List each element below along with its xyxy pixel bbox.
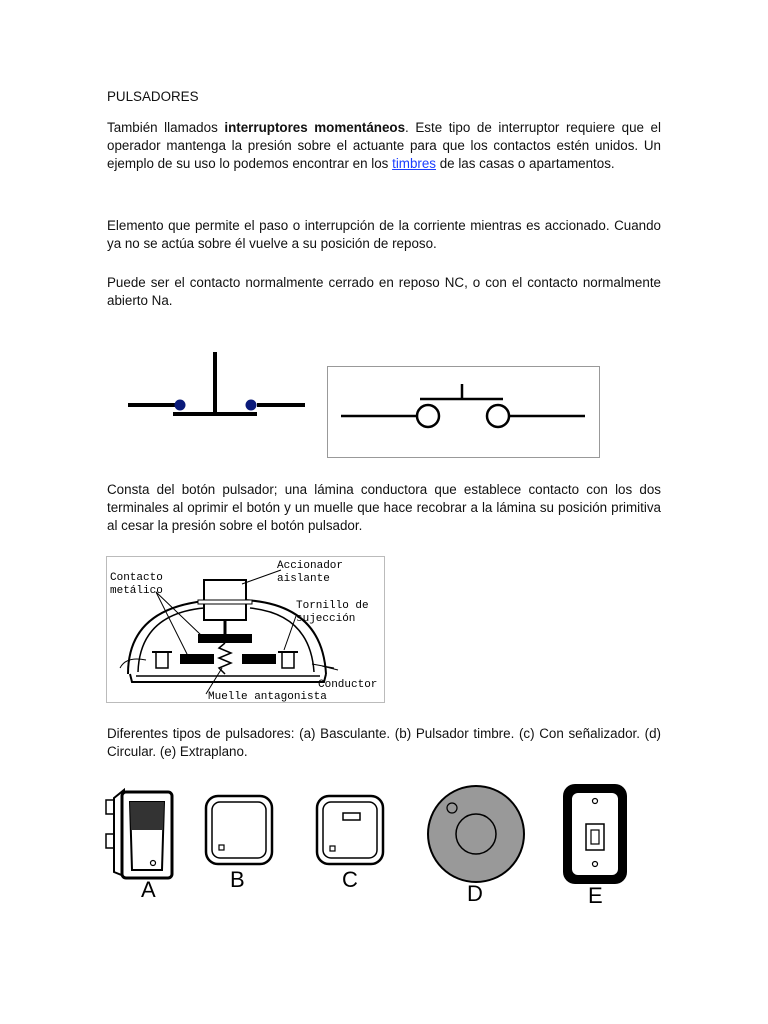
type-b-letter: B [230,867,245,892]
pushbutton-circle-symbol-figure [327,366,601,459]
left-metal-contact [180,654,214,664]
left-screw [156,652,168,668]
type-c-letter: C [342,867,358,892]
figure-frame [328,367,600,458]
left-terminal-circle [417,405,439,427]
circular-button [456,814,496,854]
label-contacto-1: Contacto [110,572,163,584]
pushbutton-types-figure [100,780,640,910]
conducting-sheet [198,634,252,643]
type-a-rocker-switch [106,790,172,878]
left-contact-dot [175,400,186,411]
type-a-letter: A [141,877,156,902]
right-metal-contact [242,654,276,664]
actuator-flange [198,600,252,604]
intro-bold-term: interruptores momentáneos [224,120,406,135]
flat-button [591,830,599,844]
type-e-letter: E [588,883,603,908]
consta-paragraph: Consta del botón pulsador; una lámina conductora que establece contacto con los dos terminales al oprimir el botón y un muelle que hace recobrar a la lámina su posición primitiva al cesar la presión sobre el botón pulsador. [107,482,661,533]
label-tornillo-2: sujección [296,613,356,625]
intro-paragraph [107,119,661,173]
intro-text-end: de las casas o apartamentos. [436,156,615,171]
page-title: PULSADORES [107,89,199,104]
rocker-tab-bottom [106,834,114,848]
intro-text-middle: . Este tipo de interruptor requiere que el operador mantenga la presión sobre el actuante para que los contactos estén unidos. Un ejemplo de su uso lo podemos encontrar en los [107,120,661,171]
intro-text-start: También llamados [107,120,225,135]
element-paragraph: Elemento que permite el paso o interrupción de la corriente mientras es accionado. Cuando ya no se actúa sobre él vuelve a su posición de reposo. [107,218,661,251]
label-accionador-1: Accionador [277,560,344,572]
timbres-link[interactable]: timbres [392,156,436,171]
rocker-paddle-shade [130,802,164,830]
rocker-tab-top [106,800,114,814]
tipos-paragraph: Diferentes tipos de pulsadores: (a) Basculante. (b) Pulsador timbre. (c) Con señalizador. (d) Circular. (e) Extraplano. [107,726,661,759]
type-d-letter: D [467,881,483,906]
right-contact-dot [246,400,257,411]
label-contacto-2: metálico [110,585,163,597]
label-muelle: Muelle antagonista [208,691,327,703]
type-c-indicator-button [317,796,383,864]
pushbutton-symbol-figure [120,345,310,425]
label-tornillo-1: Tornillo de [296,600,369,612]
right-terminal-circle [487,405,509,427]
contact-paragraph: Puede ser el contacto normalmente cerrado en reposo NC, o con el contacto normalmente abierto Na. [107,275,661,308]
label-conductor: Conductor [318,679,378,691]
signal-inner-frame [323,802,377,858]
pushbutton-cross-section-diagram [106,556,386,704]
type-b-doorbell-button [206,796,272,864]
right-screw [282,652,294,668]
type-e-flat-button [563,784,627,884]
type-d-circular-button [428,786,524,882]
label-accionador-2: aislante [277,573,330,585]
circular-indicator [447,803,457,813]
